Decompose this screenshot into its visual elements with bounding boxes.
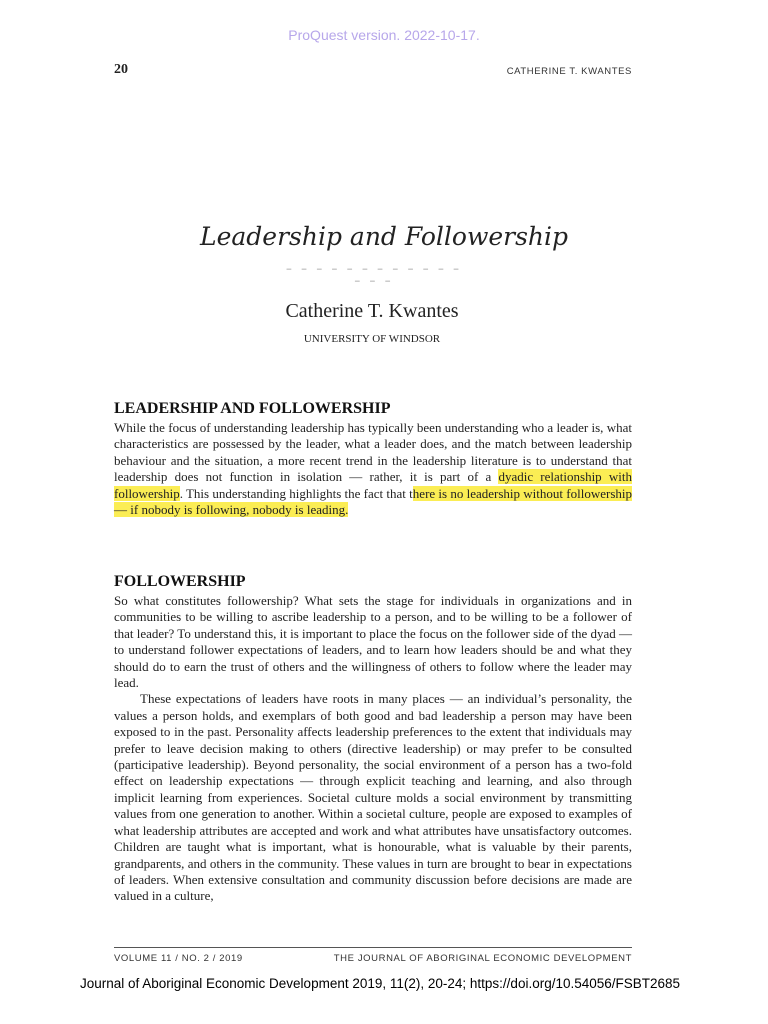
- footer-journal: THE JOURNAL OF ABORIGINAL ECONOMIC DEVELOPMENT: [333, 953, 632, 964]
- footer-volume: VOLUME 11 / NO. 2 / 2019: [114, 953, 243, 964]
- text-run: While the focus of understanding leadership has typically been understanding who a leader is, what characteristics are possessed by the leader, what a leader does, and the match between leadership behaviour and the situation, a more recent trend in the leadership literature is to understand that leadership does not function in isolation — rather, it is part of a: [114, 420, 632, 485]
- text-run: . This understanding highlights the fact that t: [179, 485, 413, 501]
- section-body-leadership: [114, 420, 632, 518]
- article-title: Leadership and Followership: [199, 222, 569, 251]
- citation-line: Journal of Aboriginal Economic Development 2019, 11(2), 20-24; https://doi.org/10.54056/FSBT2685: [79, 976, 681, 991]
- author-affiliation: UNIVERSITY OF WINDSOR: [303, 333, 441, 345]
- section-heading-leadership: LEADERSHIP AND FOLLOWERSHIP: [114, 400, 391, 417]
- page-number: 20: [114, 62, 128, 77]
- section-heading-followership: FOLLOWERSHIP: [114, 573, 246, 590]
- paragraph: These expectations of leaders have roots in many places — an individual’s personality, the values a person holds, and exemplars of both good and bad leadership a person may have been exposed to in the past. Personality affects leadership preferences to the extent that individuals may prefer to leave decision making to others (directive leadership) or may prefer to be consulted (participative leadership). Beyond personality, the social environment of a person has a two-fold effect on leadership expectations — through explicit teaching and learning, and also through implicit learning from experiences. Societal culture molds a social environment by transmitting values from one generation to another. Within a societal culture, people are exposed to examples of what leadership attributes are accepted and work and what attributes have unsatisfactory outcomes. Children are taught what is important, what is honourable, what is valuable by their parents, grandparents, and others in the community. These values in turn are brought to bear in expectations of leaders. When extensive consultation and community discussion before decisions are made are valued in a culture,: [114, 691, 632, 904]
- running-head: CATHERINE T. KWANTES: [506, 66, 632, 77]
- section-body-followership: [114, 593, 632, 905]
- title-divider: – – – – – – – – – – – – – – –: [285, 264, 461, 288]
- highlighted-text: here is no leadership without followership — if nobody is following, nobody is leading.: [114, 485, 632, 518]
- proquest-watermark: ProQuest version. 2022-10-17.: [288, 27, 480, 43]
- highlighted-text: dyadic relationship with followership: [114, 469, 632, 501]
- paragraph: So what constitutes followership? What sets the stage for individuals in organizations and in communities to be willing to ascribe leadership to a person, and to be willing to be a follower of that leader? To understand this, it is important to place the focus on the follower side of the dyad — to understand follower expectations of leaders, and to learn how leaders should be and what they should do to earn the trust of others and the willingness of others to follow where the leader may lead.: [114, 593, 632, 691]
- paragraph: [114, 420, 632, 518]
- author-name: Catherine T. Kwantes: [285, 300, 459, 322]
- footer-divider: [114, 947, 632, 948]
